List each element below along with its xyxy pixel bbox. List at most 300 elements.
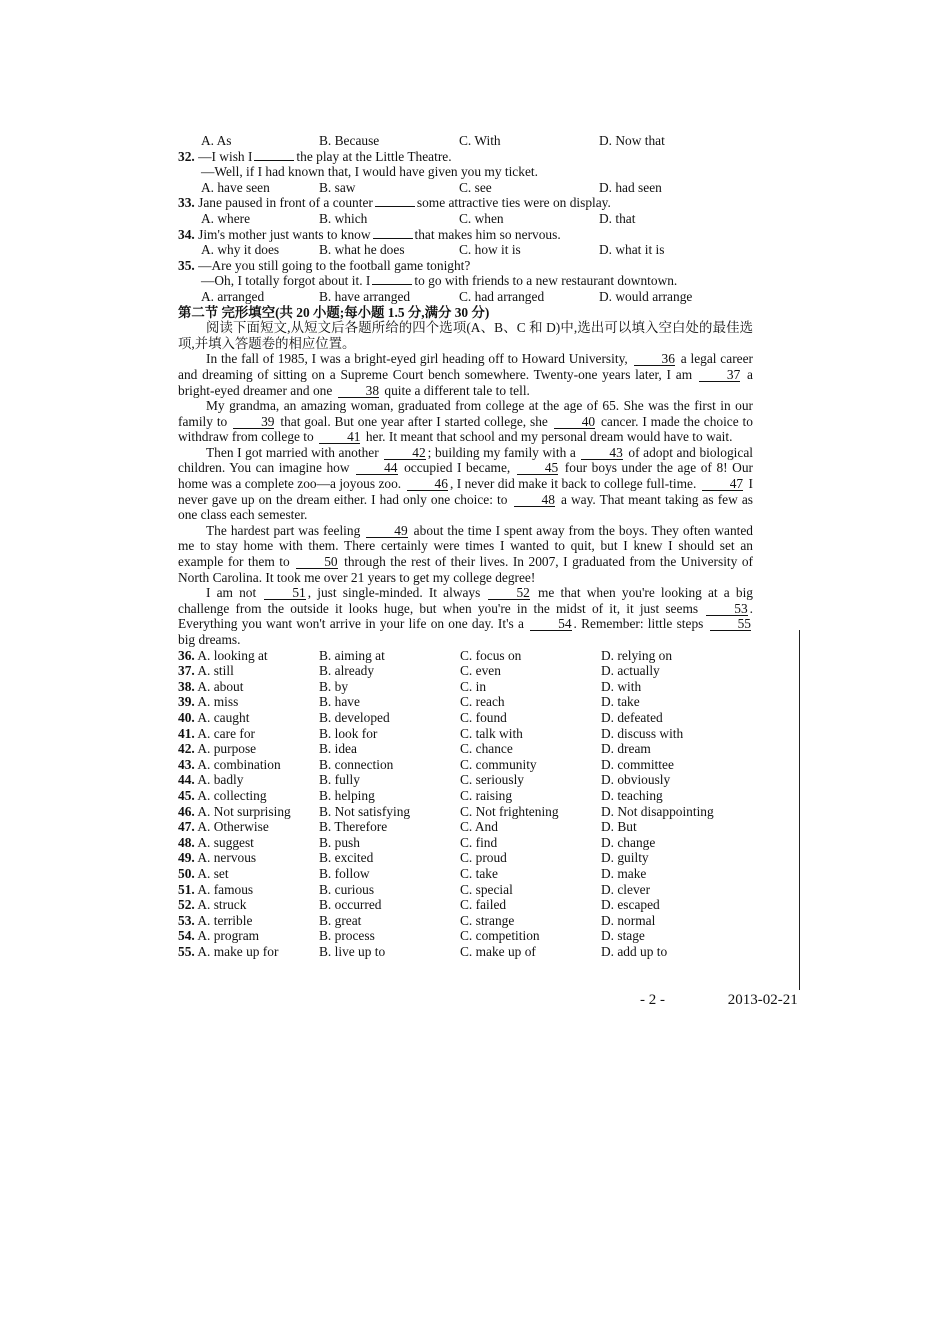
choice-a [178, 679, 319, 695]
page-number: - 2 - [640, 992, 665, 1008]
choice-d [601, 663, 753, 679]
choice-text: C. failed [460, 897, 507, 913]
question-text: —Oh, I totally forgot about it. I [201, 273, 371, 289]
choice-row [178, 850, 753, 866]
choice-row [178, 757, 753, 773]
passage-text: a way. That meant taking as few as one class each semester. [178, 491, 753, 523]
choice-text: C. And [460, 819, 498, 835]
choice-row [178, 679, 753, 695]
option-d: D. had seen [599, 179, 662, 195]
choice-d [601, 913, 753, 929]
choice-number: 47. [178, 819, 195, 835]
choice-c [460, 897, 601, 913]
choice-number: 52. [178, 897, 195, 913]
choice-text: D. defeated [601, 709, 663, 725]
choice-text: A. make up for [197, 943, 279, 959]
choice-c [460, 804, 601, 820]
choice-row [178, 772, 753, 788]
choice-text: D. relying on [601, 647, 673, 663]
choice-text: A. set [197, 865, 229, 881]
question-number: 35. [178, 257, 195, 273]
choice-text: C. community [460, 756, 537, 772]
choice-b [319, 866, 460, 882]
passage-text: through the rest of their lives. In 2007, I graduated from the University of North Carolina. It took me over 21 years to get my college degree! [178, 554, 753, 585]
choice-text: A. famous [197, 881, 254, 897]
question-number: 32. [178, 148, 195, 164]
choice-text: A. nervous [197, 850, 257, 866]
choice-d [601, 866, 753, 882]
cloze-blank-37: 37 [699, 368, 740, 382]
choice-b [319, 757, 460, 773]
choice-text: C. Not frightening [460, 803, 559, 819]
choice-text: B. follow [319, 865, 370, 881]
choice-a [178, 726, 319, 742]
passage-text: My grandma, an amazing woman, graduated from college at the age of 65. She was the first in our family to [178, 398, 753, 429]
choice-text: D. Not disappointing [601, 803, 714, 819]
choice-row [178, 819, 753, 835]
passage-text: , I never did make it back to college full-time. [449, 476, 700, 492]
choice-b [319, 741, 460, 757]
choice-c [460, 866, 601, 882]
choice-a [178, 928, 319, 944]
choice-text: A. suggest [197, 834, 254, 850]
passage-text: of adopt and biological children. You can imagine how [178, 444, 753, 476]
choice-number: 39. [178, 694, 195, 710]
choice-a [178, 757, 319, 773]
choice-d [601, 710, 753, 726]
choice-text: A. still [197, 663, 234, 679]
choice-number: 42. [178, 741, 195, 757]
option-a: A. arranged [201, 288, 265, 304]
choice-a [178, 835, 319, 851]
choice-c [460, 819, 601, 835]
cloze-blank-49: 49 [366, 524, 407, 538]
choice-a [178, 694, 319, 710]
cloze-blank-55: 55 [710, 617, 751, 631]
question-text-after: to go with friends to a new restaurant downtown. [414, 273, 678, 289]
question-line [178, 164, 753, 180]
choice-number: 45. [178, 787, 195, 803]
option-c: C. With [459, 133, 501, 148]
choice-d [601, 694, 753, 710]
choice-text: C. strange [460, 912, 515, 928]
question-text: —Well, if I had known that, I would have given you my ticket. [201, 164, 538, 180]
choice-text: D. normal [601, 912, 656, 928]
choice-c [460, 882, 601, 898]
choice-d [601, 741, 753, 757]
choice-number: 55. [178, 943, 195, 959]
choice-a [178, 710, 319, 726]
option-a: A. As [201, 133, 232, 148]
print-date: 2013-02-21 [727, 992, 798, 1008]
choice-text: A. badly [197, 772, 244, 788]
cloze-blank-48: 48 [514, 493, 555, 507]
choice-text: D. actually [601, 663, 660, 679]
choice-b [319, 804, 460, 820]
question-text: —I wish I [198, 148, 253, 164]
choice-row [178, 788, 753, 804]
option-b: B. have arranged [319, 288, 411, 304]
choice-row [178, 944, 753, 960]
choice-d [601, 835, 753, 851]
choice-text: B. Therefore [319, 819, 388, 835]
choice-number: 53. [178, 912, 195, 928]
question-text-after: that makes him so nervous. [414, 226, 561, 242]
choice-a [178, 866, 319, 882]
cloze-blank-38: 38 [338, 384, 379, 398]
choice-text: D. dream [601, 741, 651, 757]
cloze-blank-54: 54 [530, 617, 571, 631]
cloze-blank-36: 36 [634, 352, 675, 366]
choice-text: D. But [601, 819, 637, 835]
section-title: 第二节 完形填空(共 20 小题;每小题 1.5 分,满分 30 分) [178, 304, 490, 320]
choice-number: 43. [178, 756, 195, 772]
choice-a [178, 882, 319, 898]
choice-text: D. change [601, 834, 656, 850]
choice-c [460, 710, 601, 726]
choice-a [178, 819, 319, 835]
choice-b [319, 788, 460, 804]
choice-text: C. raising [460, 787, 513, 803]
choice-number: 37. [178, 663, 195, 679]
question-options [178, 242, 753, 258]
choice-a [178, 648, 319, 664]
cloze-blank-40: 40 [554, 415, 595, 429]
choice-text: D. stage [601, 928, 645, 944]
passage-text: In the fall of 1985, I was a bright-eyed girl heading off to Howard University, [206, 351, 632, 367]
choice-b [319, 663, 460, 679]
cloze-blank-52: 52 [488, 586, 529, 600]
choice-a [178, 804, 319, 820]
page-footer [640, 992, 820, 1009]
choice-text: A. collecting [197, 787, 267, 803]
choice-text: B. idea [319, 741, 357, 757]
grammar-questions [178, 149, 753, 305]
choice-b [319, 850, 460, 866]
choice-text: C. competition [460, 928, 540, 944]
choice-a [178, 741, 319, 757]
choice-text: D. clever [601, 881, 651, 897]
choice-number: 50. [178, 865, 195, 881]
question-number: 34. [178, 226, 195, 242]
option-c: C. how it is [459, 242, 521, 258]
choice-text: A. Not surprising [197, 803, 291, 819]
passage-text: her. It meant that school and my personal dream would have to wait. [362, 429, 733, 445]
cloze-blank-45: 45 [517, 461, 558, 475]
choice-number: 40. [178, 709, 195, 725]
cloze-blank-47: 47 [702, 477, 743, 491]
question-text-after: the play at the Little Theatre. [296, 148, 452, 164]
choice-text: A. care for [197, 725, 255, 741]
choice-b [319, 897, 460, 913]
choice-row [178, 741, 753, 757]
choice-text: B. excited [319, 850, 374, 866]
choice-d [601, 648, 753, 664]
choice-text: C. reach [460, 694, 505, 710]
choice-b [319, 710, 460, 726]
option-b: B. what he does [319, 242, 405, 258]
choice-a [178, 772, 319, 788]
cloze-blank-42: 42 [384, 446, 425, 460]
choice-text: B. helping [319, 787, 375, 803]
passage-paragraph [178, 523, 753, 585]
choice-text: C. talk with [460, 725, 523, 741]
choice-text: D. escaped [601, 897, 660, 913]
cloze-blank-43: 43 [581, 446, 622, 460]
choice-number: 38. [178, 678, 195, 694]
choice-text: D. add up to [601, 943, 668, 959]
question-text: Jane paused in front of a counter [198, 195, 373, 211]
choice-row [178, 726, 753, 742]
choice-text: B. occurred [319, 897, 382, 913]
choice-text: C. found [460, 709, 507, 725]
option-c: C. when [459, 210, 504, 226]
passage-text: big dreams. [178, 632, 241, 647]
option-d: D. would arrange [599, 288, 693, 304]
passage-text: ; building my family with a [427, 444, 580, 460]
passage-text: . Remember: little steps [573, 616, 708, 632]
choice-row [178, 835, 753, 851]
answer-blank [372, 284, 412, 285]
choice-number: 46. [178, 803, 195, 819]
choice-c [460, 928, 601, 944]
margin-line [799, 630, 800, 990]
choice-row [178, 804, 753, 820]
passage-paragraph [178, 398, 753, 445]
choice-d [601, 772, 753, 788]
option-d: D. that [599, 210, 636, 226]
passage-text: quite a different tale to tell. [381, 382, 530, 398]
choice-d [601, 819, 753, 835]
choice-text: C. chance [460, 741, 513, 757]
choice-a [178, 850, 319, 866]
choice-text: C. seriously [460, 772, 524, 788]
choice-d [601, 944, 753, 960]
question-line [178, 195, 753, 211]
choice-a [178, 663, 319, 679]
question-line [178, 149, 753, 165]
cloze-passage [178, 351, 753, 647]
question-options [178, 180, 753, 196]
option-b: B. which [319, 210, 368, 226]
question-text: Jim's mother just wants to know [198, 226, 371, 242]
exam-sheet [178, 133, 753, 959]
choice-text: C. find [460, 834, 498, 850]
option-c: C. had arranged [459, 288, 545, 304]
option-d: D. what it is [599, 242, 665, 258]
passage-text: The hardest part was feeling [206, 522, 365, 538]
option-c: C. see [459, 179, 492, 195]
question-text: —Are you still going to the football game tonight? [198, 257, 471, 273]
choice-text: A. miss [197, 694, 239, 710]
choice-d [601, 928, 753, 944]
passage-text: cancer. I made the choice to withdraw from college to [178, 413, 753, 445]
choice-text: A. purpose [197, 741, 257, 757]
choice-text: A. terrible [197, 912, 253, 928]
choice-a [178, 897, 319, 913]
q31-options [178, 133, 753, 149]
choice-row [178, 866, 753, 882]
choice-text: A. Otherwise [197, 819, 269, 835]
choice-text: B. push [319, 834, 360, 850]
choice-text: C. even [460, 663, 501, 679]
passage-text: a legal career and dreaming of sitting on a Supreme Court bench somewhere. Twenty-one years later, I am [178, 351, 754, 382]
choice-b [319, 835, 460, 851]
choice-c [460, 726, 601, 742]
choice-d [601, 679, 753, 695]
choice-number: 36. [178, 647, 195, 663]
option-a: A. have seen [201, 179, 270, 195]
choice-text: B. already [319, 663, 375, 679]
choice-text: D. make [601, 865, 647, 881]
option-a: A. why it does [201, 242, 280, 258]
option-b: B. saw [319, 179, 356, 195]
choice-b [319, 648, 460, 664]
cloze-blank-46: 46 [407, 477, 448, 491]
choice-text: C. take [460, 865, 498, 881]
choice-c [460, 913, 601, 929]
choice-c [460, 757, 601, 773]
choice-d [601, 757, 753, 773]
choice-text: B. great [319, 912, 362, 928]
choice-number: 54. [178, 928, 195, 944]
choice-text: A. caught [197, 709, 250, 725]
option-a: A. where [201, 210, 251, 226]
choice-text: A. looking at [197, 647, 268, 663]
choice-text: A. struck [197, 897, 247, 913]
choice-text: B. have [319, 694, 360, 710]
choice-text: D. discuss with [601, 725, 684, 741]
passage-text: occupied I became, [399, 460, 515, 476]
choice-b [319, 772, 460, 788]
choice-row [178, 882, 753, 898]
choice-number: 44. [178, 772, 195, 788]
choice-d [601, 850, 753, 866]
choice-row [178, 710, 753, 726]
passage-paragraph [178, 351, 753, 398]
option-d: D. Now that [599, 133, 665, 148]
choice-text: D. take [601, 694, 640, 710]
choice-row [178, 694, 753, 710]
choice-b [319, 819, 460, 835]
cloze-blank-39: 39 [233, 415, 274, 429]
choice-c [460, 663, 601, 679]
choice-text: D. obviously [601, 772, 671, 788]
choice-c [460, 835, 601, 851]
choice-c [460, 944, 601, 960]
choice-text: B. aiming at [319, 647, 385, 663]
choice-d [601, 804, 753, 820]
choice-b [319, 726, 460, 742]
question-number: 33. [178, 195, 195, 211]
cloze-blank-51: 51 [264, 586, 305, 600]
passage-text: , just single-minded. It always [307, 585, 487, 601]
choice-row [178, 663, 753, 679]
cloze-choices [178, 648, 753, 960]
passage-text: that goal. But one year after I started college, she [276, 413, 552, 429]
choice-number: 48. [178, 834, 195, 850]
choice-b [319, 913, 460, 929]
section-instruction: 阅读下面短文,从短文后各题所给的四个选项(A、B、C 和 D)中,选出可以填入空白处的最佳选项,并填入答题卷的相应位置。 [178, 320, 753, 351]
choice-text: D. guilty [601, 850, 649, 866]
choice-c [460, 648, 601, 664]
choice-text: D. with [601, 678, 642, 694]
option-b: B. Because [319, 133, 380, 148]
cloze-blank-50: 50 [296, 555, 337, 569]
choice-a [178, 944, 319, 960]
choice-text: A. combination [197, 756, 281, 772]
question-line [178, 227, 753, 243]
choice-d [601, 788, 753, 804]
choice-text: C. focus on [460, 647, 522, 663]
passage-paragraph [178, 445, 753, 523]
passage-text: about the time I spent away from the boys. They often wanted me to stay home with them. There certainly were times I wanted to quit, but I knew I should set an example for them to [178, 522, 754, 570]
choice-text: A. program [197, 928, 260, 944]
choice-text: D. teaching [601, 787, 663, 803]
choice-text: B. look for [319, 725, 378, 741]
choice-b [319, 944, 460, 960]
choice-text: C. make up of [460, 943, 536, 959]
passage-text: me that when you're looking at a big challenge from the outside it looks huge, but when you're in the midst of it, it just seems [178, 585, 753, 616]
question-line [178, 258, 753, 274]
choice-row [178, 897, 753, 913]
choice-d [601, 882, 753, 898]
answer-blank [375, 206, 415, 207]
passage-text: I am not [206, 585, 263, 601]
choice-row [178, 648, 753, 664]
choice-number: 41. [178, 725, 195, 741]
choice-row [178, 928, 753, 944]
choice-text: C. in [460, 678, 487, 694]
choice-text: B. connection [319, 756, 394, 772]
choice-c [460, 679, 601, 695]
choice-text: B. process [319, 928, 375, 944]
passage-text: I never gave up on the dream either. I had only one choice: to [178, 476, 753, 507]
cloze-blank-44: 44 [356, 461, 397, 475]
choice-c [460, 850, 601, 866]
answer-blank [373, 238, 413, 239]
choice-text: B. by [319, 678, 349, 694]
choice-text: B. fully [319, 772, 360, 788]
choice-text: D. committee [601, 756, 674, 772]
choice-text: B. Not satisfying [319, 803, 411, 819]
cloze-blank-53: 53 [706, 602, 747, 616]
question-line [178, 273, 753, 289]
answer-blank [254, 160, 294, 161]
choice-c [460, 741, 601, 757]
passage-text: . Everything you want won't arrive in your life on one day. It's a [178, 600, 753, 632]
choice-text: B. curious [319, 881, 375, 897]
choice-a [178, 788, 319, 804]
choice-c [460, 788, 601, 804]
choice-c [460, 694, 601, 710]
choice-text: B. live up to [319, 943, 386, 959]
choice-b [319, 679, 460, 695]
choice-a [178, 913, 319, 929]
passage-text: a bright-eyed dreamer and one [178, 366, 753, 398]
choice-c [460, 772, 601, 788]
passage-text: Then I got married with another [206, 444, 383, 460]
choice-d [601, 897, 753, 913]
choice-b [319, 694, 460, 710]
passage-text: four boys under the age of 8! Our home was a complete zoo—a joyous zoo. [178, 460, 753, 492]
question-text-after: some attractive ties were on display. [416, 195, 611, 211]
choice-d [601, 726, 753, 742]
question-options [178, 289, 753, 305]
choice-text: B. developed [319, 709, 390, 725]
cloze-blank-41: 41 [319, 430, 360, 444]
question-options [178, 211, 753, 227]
